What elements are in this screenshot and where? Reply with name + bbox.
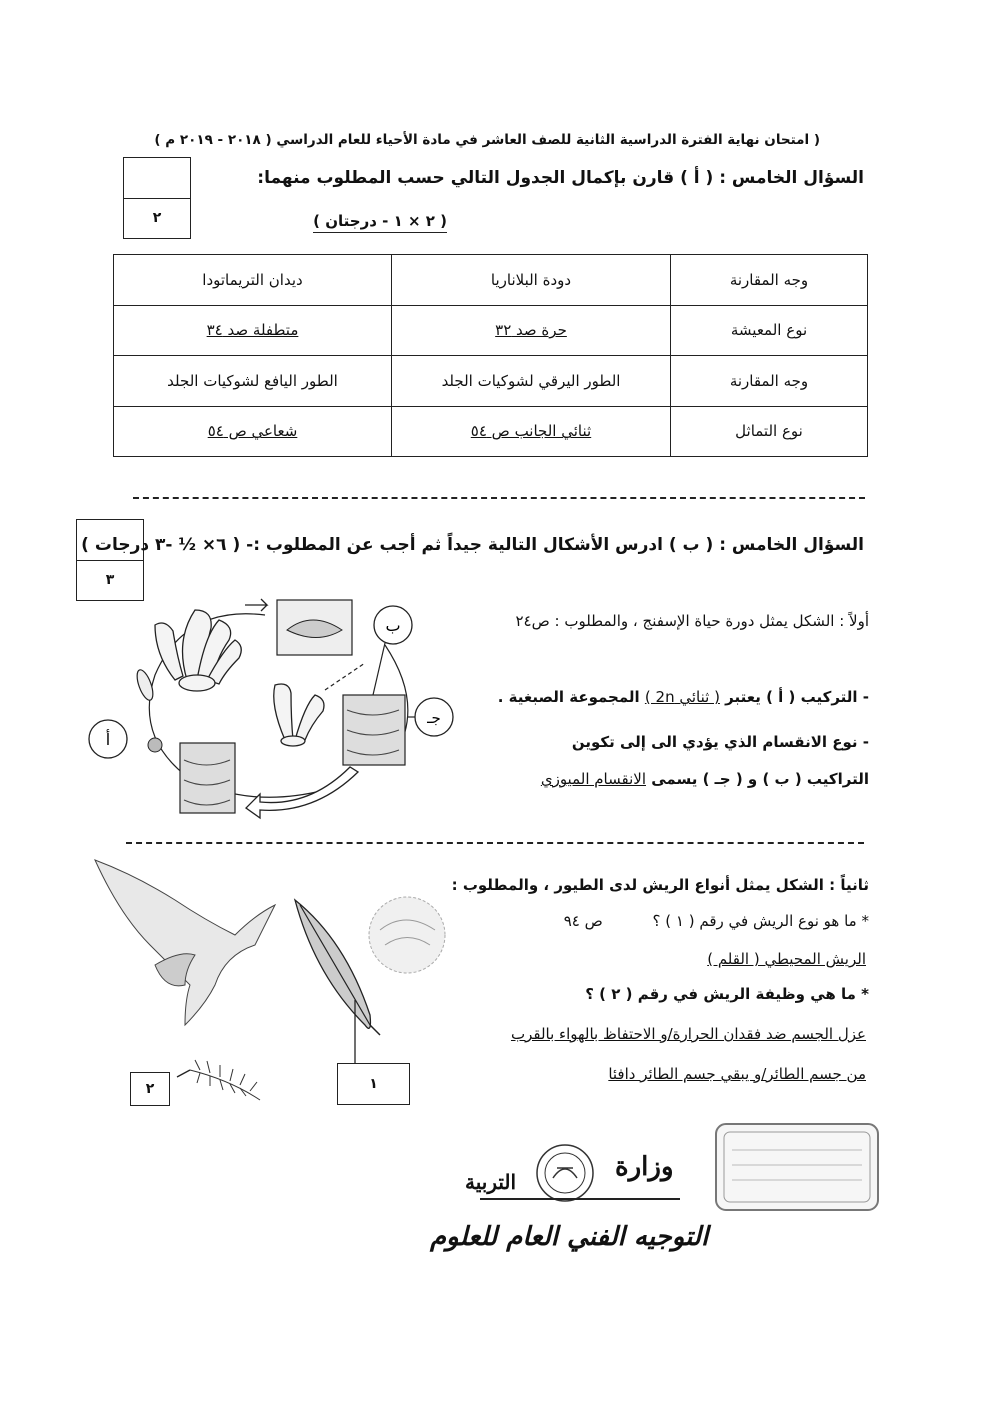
part2-a1: الريش المحيطي ( القلم ) (707, 950, 866, 968)
table-row (114, 305, 868, 356)
stamp-word-education: التربية (465, 1170, 517, 1194)
score-box-q5a (123, 157, 191, 239)
table-cell: حرة صد ٣٢ (392, 305, 671, 356)
table-cell: نوع المعيشة (671, 305, 868, 356)
feather-label-2: ٢ (130, 1072, 170, 1106)
table-cell: وجه المقارنة (671, 356, 868, 407)
score-value: ٢ (152, 210, 162, 226)
score-value: ٣ (105, 572, 115, 588)
part1-line3 (541, 770, 869, 788)
table-cell: شعاعي ص ٥٤ (114, 406, 392, 457)
part1-line1-suffix: المجموعة الصبغية . (497, 688, 640, 706)
table-row (114, 406, 868, 457)
down-feather-figure (190, 1060, 260, 1100)
part1-line2: - نوع الانقسام الذي يؤدي الى إلى تكوين (571, 733, 869, 751)
stamp-word-ministry: وزارة (615, 1152, 674, 1182)
part1-line3-prefix: التراكيب ( ب ) و ( جـ ) يسمى (651, 770, 869, 788)
part2-q1-text: * ما هو نوع الريش في رقم ( ١ ) ؟ (652, 912, 869, 930)
part1-line3-answer: الانقسام الميوزي (540, 770, 646, 788)
part2-a2-line1: عزل الجسم ضد فقدان الحرارة/و الاحتفاظ بالهواء بالقرب (510, 1025, 866, 1043)
part1-line1-answer: ( ثنائي 2n ) (644, 688, 720, 706)
part2-a2-line2: من جسم الطائر/و يبقي جسم الطائر دافئا (608, 1065, 866, 1083)
table-cell: متطفلة صد ٣٤ (114, 305, 392, 356)
label-b: ب (385, 616, 401, 635)
question-5a-marks: ( ٢ × ١ - درجتان ) (313, 212, 447, 233)
embryo-figure (148, 738, 162, 752)
feather-label-1: ١ (337, 1063, 410, 1105)
bird-figure (95, 860, 275, 1025)
table-cell: ثنائي الجانب ص ٥٤ (392, 406, 671, 457)
table-cell: وجه المقارنة (671, 255, 868, 306)
middle-sponge-figure (274, 684, 324, 746)
contour-feather-figure (295, 900, 370, 1028)
table-cell: الطور اليافع لشوكيات الجلد (114, 356, 392, 407)
table-cell: ديدان التريماتودا (114, 255, 392, 306)
table-cell: الطور اليرقي لشوكيات الجلد (392, 356, 671, 407)
section-divider (126, 842, 864, 844)
stamp-underline (480, 1198, 680, 1200)
exam-header: ( امتحان نهاية الفترة الدراسية الثانية للصف العاشر في مادة الأحياء للعام الدراسي ( ٢٠١٨ - ٢٠١٩ م ) (154, 132, 820, 148)
question-5a-title: السؤال الخامس : ( أ ) قارن بإكمال الجدول التالي حسب المطلوب منهما: (257, 168, 864, 188)
feather-detail-figure (369, 897, 445, 973)
table-row (114, 255, 868, 306)
approval-stamp (712, 1120, 882, 1215)
stamp-department: التوجيه الفني العام للعلوم (430, 1222, 709, 1252)
part2-intro: ثانياً : الشكل يمثل أنواع الريش لدى الطيور ، والمطلوب : (451, 876, 869, 894)
part1-line1-prefix: - التركيب ( أ ) يعتبر (725, 688, 869, 706)
part1-intro: أولاً : الشكل يمثل دورة حياة الإسفنج ، والمطلوب : ص٢٤ (515, 612, 869, 630)
question-5b-title: السؤال الخامس : ( ب ) ادرس الأشكال التالية جيداً ثم أجب عن المطلوب :- ( ٦× ½ -٣ درجات ) (81, 535, 864, 555)
sponge-life-cycle-diagram (95, 585, 465, 825)
table-row (114, 356, 868, 407)
comparison-table (113, 254, 868, 457)
part1-line1 (498, 688, 869, 706)
section-box-left (180, 743, 235, 813)
label-c: جـ (427, 709, 441, 727)
part2-q2: * ما هي وظيفة الريش في رقم ( ٢ ) ؟ (585, 985, 869, 1003)
table-cell: نوع التماثل (671, 406, 868, 457)
part2-q1-page: ص ٩٤ (563, 912, 603, 930)
adult-sponge-figure (155, 610, 241, 691)
section-divider (133, 497, 865, 499)
part2-q1 (564, 912, 869, 930)
table-cell: دودة البلاناريا (392, 255, 671, 306)
larva-figure (134, 668, 156, 702)
label-a: أ (105, 730, 111, 749)
